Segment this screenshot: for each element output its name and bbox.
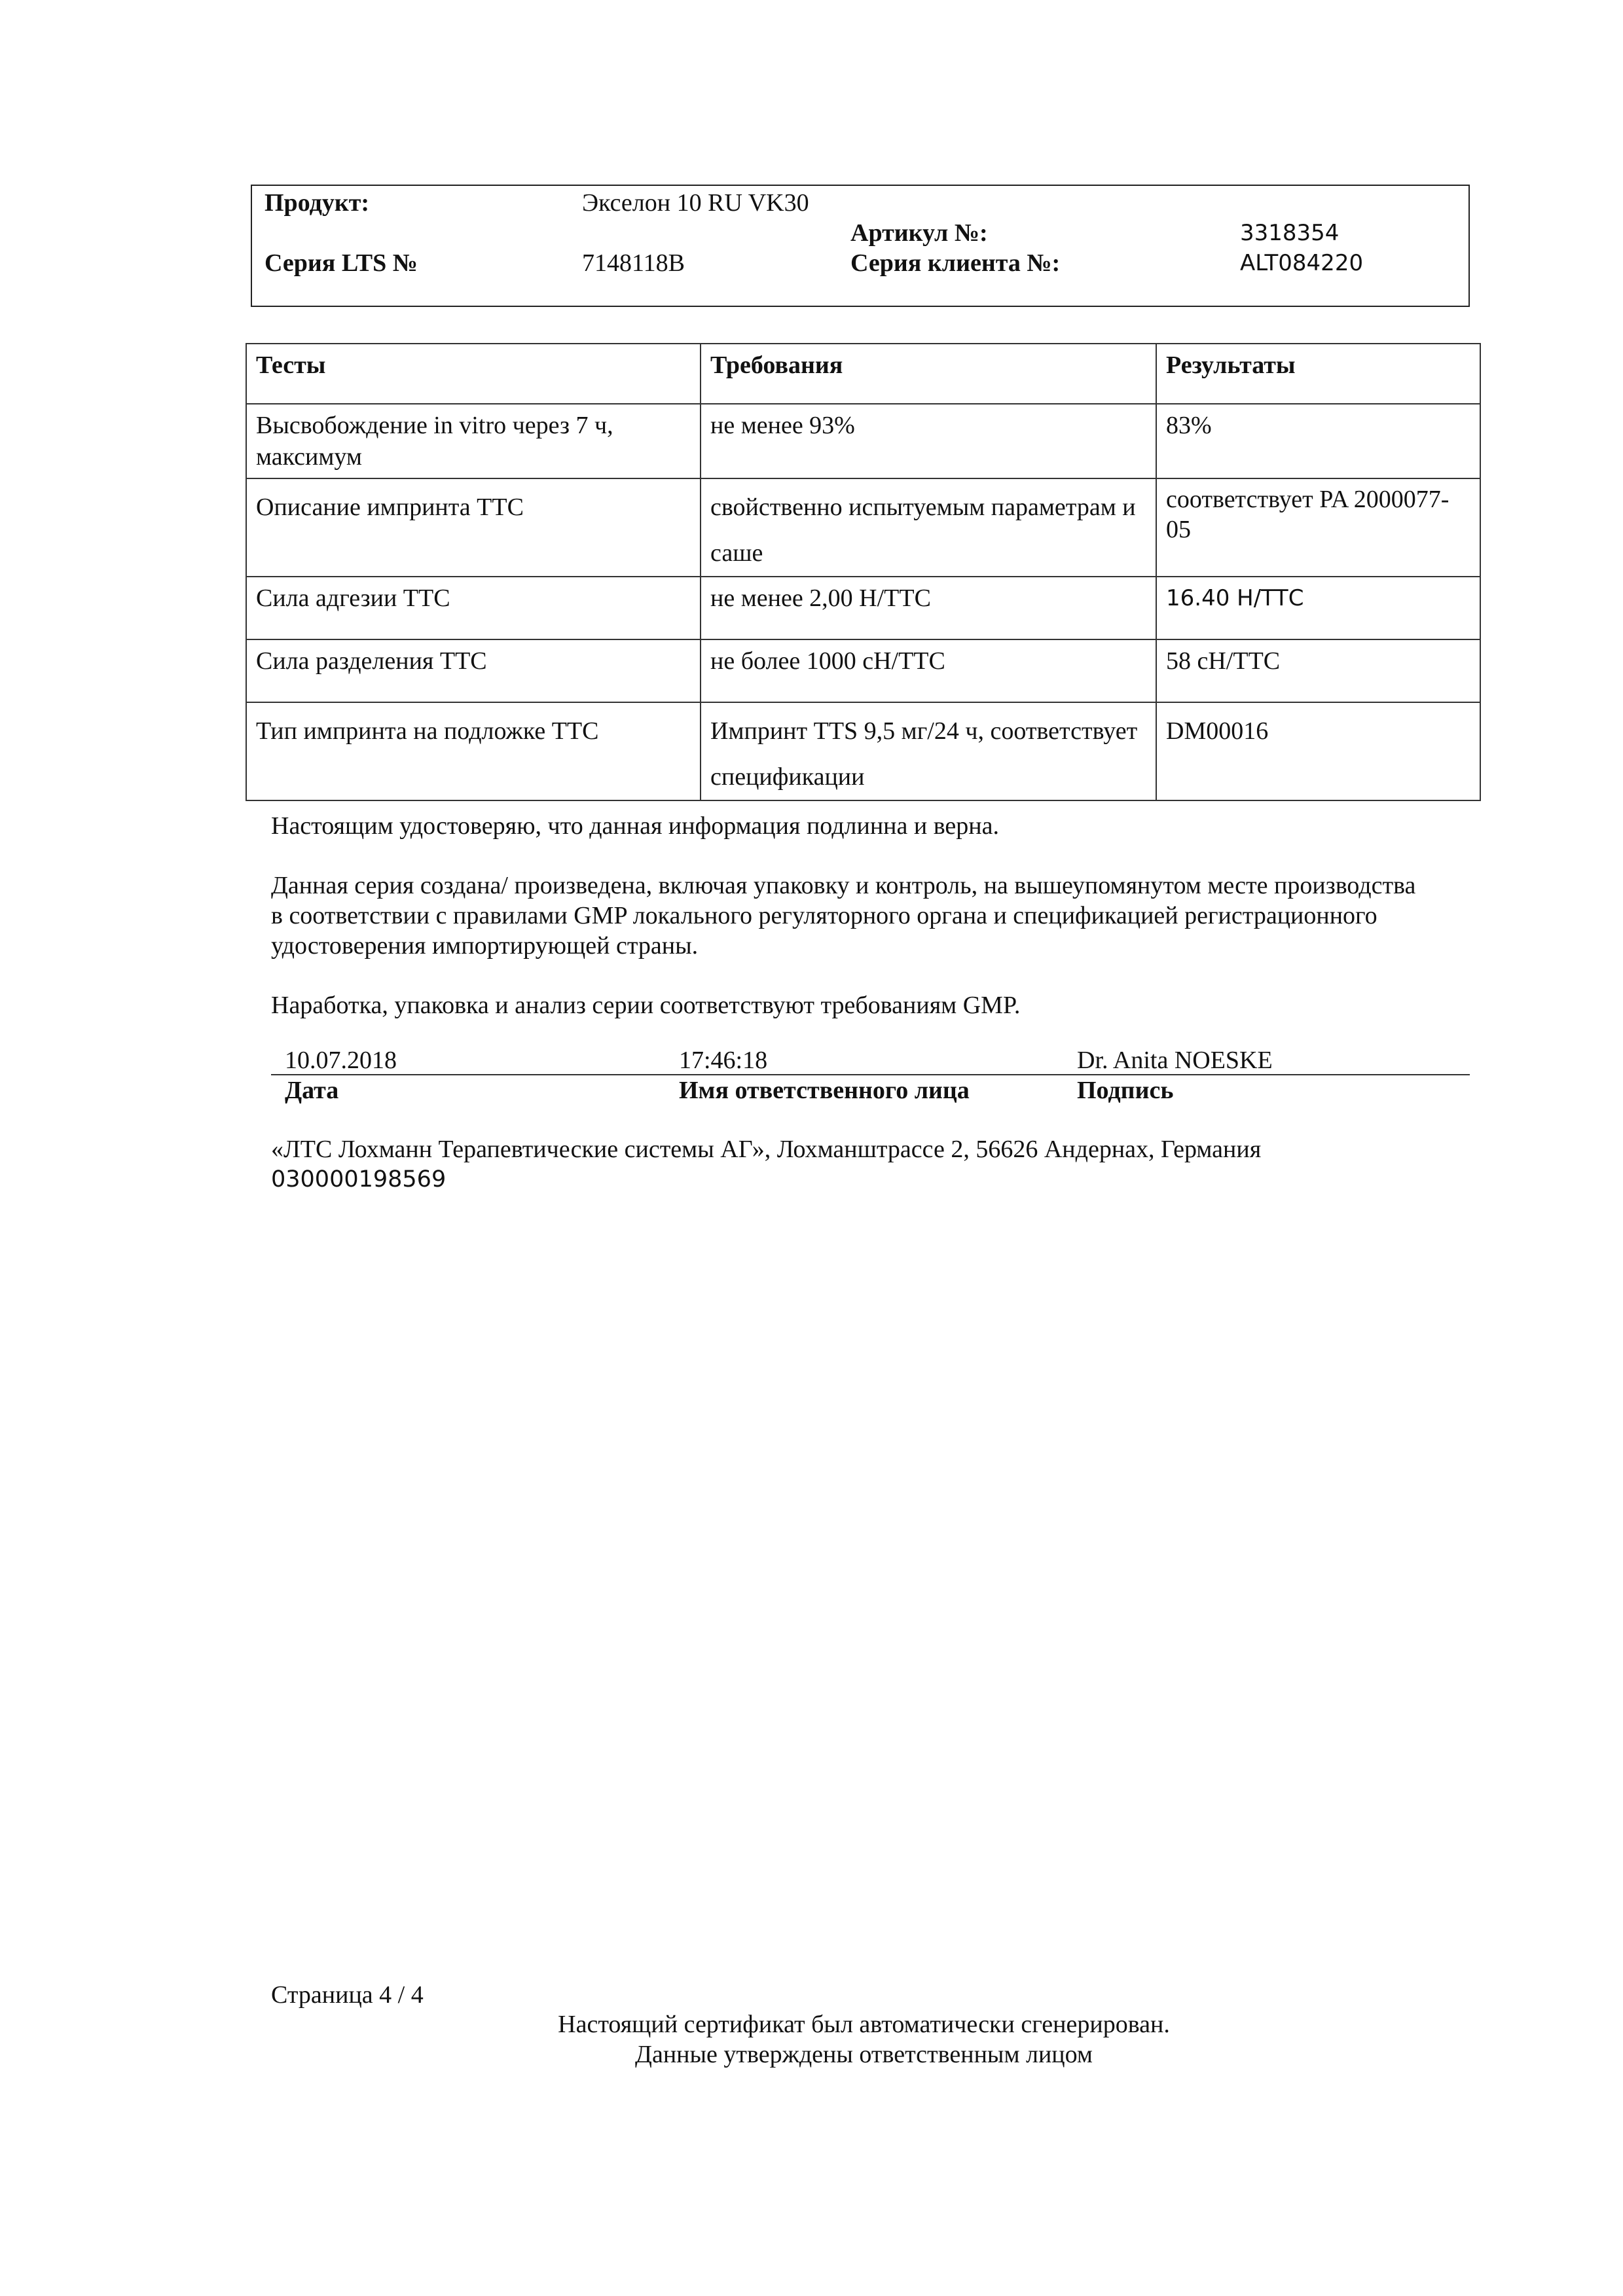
column-header-requirements: Требования xyxy=(701,344,1156,404)
test-result: 16.40 Н/ТТС xyxy=(1156,577,1480,639)
tests-table xyxy=(246,343,1481,801)
table-row xyxy=(246,404,1480,478)
auto-generated-note: Настоящий сертификат был автоматически сгенерирован. xyxy=(558,2011,1170,2038)
page-number: Страница 4 / 4 xyxy=(271,1981,424,2009)
test-requirement: Импринт TTS 9,5 мг/24 ч, соответствует спецификации xyxy=(701,702,1156,800)
table-row xyxy=(246,639,1480,702)
company-code: 030000198569 xyxy=(271,1166,447,1193)
product-value: Экселон 10 RU VK30 xyxy=(582,189,809,217)
signature-label: Подпись xyxy=(1077,1077,1174,1104)
article-value: 3318354 xyxy=(1240,220,1340,246)
test-result: DM00016 xyxy=(1156,702,1480,800)
signer-value: Dr. Anita NOESKE xyxy=(1077,1047,1273,1074)
responsible-person-label: Имя ответственного лица xyxy=(679,1077,970,1104)
approved-note: Данные утверждены ответственным лицом xyxy=(635,2041,1093,2068)
test-name: Сила разделения ТТС xyxy=(246,639,701,702)
date-label: Дата xyxy=(285,1077,339,1104)
test-requirement: не менее 2,00 Н/ТТС xyxy=(701,577,1156,639)
table-row xyxy=(246,577,1480,639)
test-requirement: свойственно испытуемым параметрам и саше xyxy=(701,478,1156,577)
company-address: «ЛТС Лохманн Терапевтические системы АГ», Лохманштрассе 2, 56626 Андернах, Германия xyxy=(271,1136,1262,1163)
client-series-label: Серия клиента №: xyxy=(850,249,1061,277)
signature-divider xyxy=(271,1074,1470,1075)
time-value: 17:46:18 xyxy=(679,1047,768,1074)
column-header-results: Результаты xyxy=(1156,344,1480,404)
column-header-tests: Тесты xyxy=(246,344,701,404)
product-label: Продукт: xyxy=(264,189,370,217)
test-result: 58 сН/ТТС xyxy=(1156,639,1480,702)
test-name: Тип импринта на подложке ТТС xyxy=(246,702,701,800)
lts-series-value: 7148118B xyxy=(582,249,685,277)
test-result: соответствует PA 2000077-05 xyxy=(1156,478,1480,577)
test-name: Сила адгезии ТТС xyxy=(246,577,701,639)
date-value: 10.07.2018 xyxy=(285,1047,397,1074)
certify-statement: Настоящим удостоверяю, что данная информация подлинна и верна. xyxy=(271,812,999,840)
test-requirement: не более 1000 сН/ТТС xyxy=(701,639,1156,702)
production-statement-line-2: в соответствии с правилами GMP локального регуляторного органа и спецификацией регистрационного xyxy=(271,902,1377,929)
test-requirement: не менее 93% xyxy=(701,404,1156,478)
test-name: Описание импринта ТТС xyxy=(246,478,701,577)
production-statement-line-3: удостоверения импортирующей страны. xyxy=(271,932,699,960)
test-result: 83% xyxy=(1156,404,1480,478)
production-statement-line-1: Данная серия создана/ произведена, включая упаковку и контроль, на вышеупомянутом месте производства xyxy=(271,872,1416,899)
lts-series-label: Серия LTS № xyxy=(264,249,418,277)
table-header-row xyxy=(246,344,1480,404)
gmp-statement: Наработка, упаковка и анализ серии соответствуют требованиям GMP. xyxy=(271,992,1021,1019)
table-row xyxy=(246,478,1480,577)
client-series-value: ALT084220 xyxy=(1240,250,1364,276)
article-label: Артикул №: xyxy=(850,219,988,247)
table-row xyxy=(246,702,1480,800)
test-name: Высвобождение in vitro через 7 ч, максимум xyxy=(246,404,701,478)
